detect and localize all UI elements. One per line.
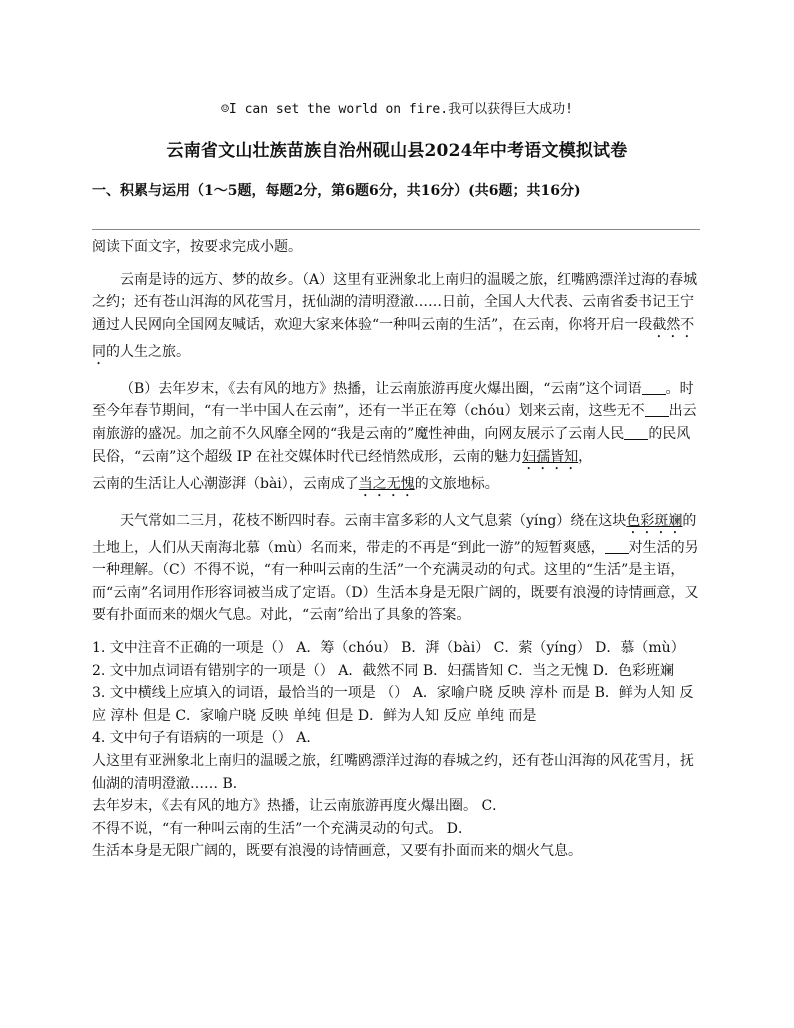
dotted-word-2: 妇孺皆知 [522,448,579,465]
paragraph-2 [92,378,704,473]
blank-1 [642,380,666,395]
question-4-option-c: 不得不说，“有一种叫云南的生活”一个充满灵动的句式。 D． [92,820,472,837]
paragraph-3-text-c: 对生活的另一种理解。（C）不得不说，“有一种叫云南的生活”一个充满灵动的句式。这里的“生活”是主语，而“云南”名词用作形容词被当成了定语。（D）生活本身是无限广阔的，既要有浪漫的诗情画意，又要有扑面而来的烟火气息。对此，“云南”给出了具象的答案。 [92,539,699,624]
paragraph-2-continued [92,473,704,500]
paragraph-1 [92,269,704,368]
dotted-word-4: 色彩斑斓 [626,512,683,529]
instruction-text: 阅读下面文字，按要求完成小题。 [92,239,302,255]
question-4-option-b: 去年岁末，《去有风的地方》热播，让云南旅游再度火爆出圈。 C． [92,798,507,815]
divider-line [92,229,700,230]
paragraph-2-text-c: 出云南旅游的盛况。加之前不久风靡全网的“我是云南的”魔性神曲，向网友展示了云南人民 [92,403,697,442]
section-heading: 一、积累与运用（1～5题，每题2分，第6题6分，共16分）(共6题；共16分) [92,183,581,199]
paragraph-3-text-a: 天气常如二三月，花枝不断四时春。云南丰富多彩的人文气息萦（yíng）绕在这块 [120,512,627,529]
question-2: 2. 文中加点词语有错别字的一项是（） A．截然不同 B．妇孺皆知 C．当之无愧 D．色彩班斓 [92,662,674,679]
paragraph-2-text-d: 的民风民俗，“云南”这个超级 IP 在社交媒体时代已经悄然成形，云南的魅力 [92,425,691,465]
reading-content [92,236,704,863]
paragraph-2-text-f: 云南的生活让人心潮澎湃（bài），云南成了 [92,475,359,492]
dotted-word-3: 当之无愧 [358,475,415,492]
paragraph-1-text-b: 的人生之旅。 [106,343,190,360]
question-4-option-d: 生活本身是无限广阔的，既要有浪漫的诗情画意，又要有扑面而来的烟火气息。 [92,843,582,860]
question-4: 4. 文中句子有语病的一项是（） A． [92,730,321,747]
paragraph-2-text-a: （B）去年岁末，《去有风的地方》热播，让云南旅游再度火爆出圈，“云南”这个词语 [120,380,642,397]
question-3: 3. 文中横线上应填入的词语，最恰当的一项是 （） A．家喻户晓 反映 淳朴 而是 B．鲜为人知 反应 淳朴 但是 C．家喻户晓 反映 单纯 但是 D．鲜为人知 反应 单纯 而是 [92,685,694,724]
dotted-word-1: 截然不同 [92,316,695,360]
paragraph-3-text-b: 的土地上，人们从天南海北慕（mù）名而来，带走的不再是“到此一游”的短暂爽感， [92,512,697,556]
paragraph-2-text-b: 。时至今年春节期间，“有一半中国人在云南”，还有一半正在筹（chóu）划来云南，这些无不 [92,380,694,420]
page-title: 云南省文山壮族苗族自治州砚山县2024年中考语文模拟试卷 [166,141,628,161]
question-1: 1. 文中注音不正确的一项是（） A．筹（chóu） B．湃（bài） C．萦（yíng） D．慕（mù） [92,639,685,656]
paragraph-1-text-a: 云南是诗的远方、梦的故乡。（A）这里有亚洲象北上南归的温暖之旅，红嘴鸥漂洋过海的春城之约；还有苍山洱海的风花雪月，抚仙湖的清明澄澈……日前，全国人大代表、云南省委书记王宁通过人民网向全国网友喊话，欢迎大家来体验“一种叫云南的生活”，在云南，你将开启一段 [92,271,698,333]
question-4-option-a: 人这里有亚洲象北上南归的温暖之旅，红嘴鸥漂洋过海的春城之约，还有苍山洱海的风花雪月，抚仙湖的清明澄澈…… B． [92,752,694,792]
paragraph-2-text-g: 的文旅地标。 [414,475,499,492]
paragraph-3 [92,510,704,627]
motto-line: ☺I can set the world on fire.我可以获得巨大成功! [221,102,573,117]
paragraph-2-text-e: ， [578,448,593,465]
blank-3 [624,425,648,440]
question-list [92,637,704,863]
blank-2 [645,402,669,417]
blank-4 [605,539,629,554]
